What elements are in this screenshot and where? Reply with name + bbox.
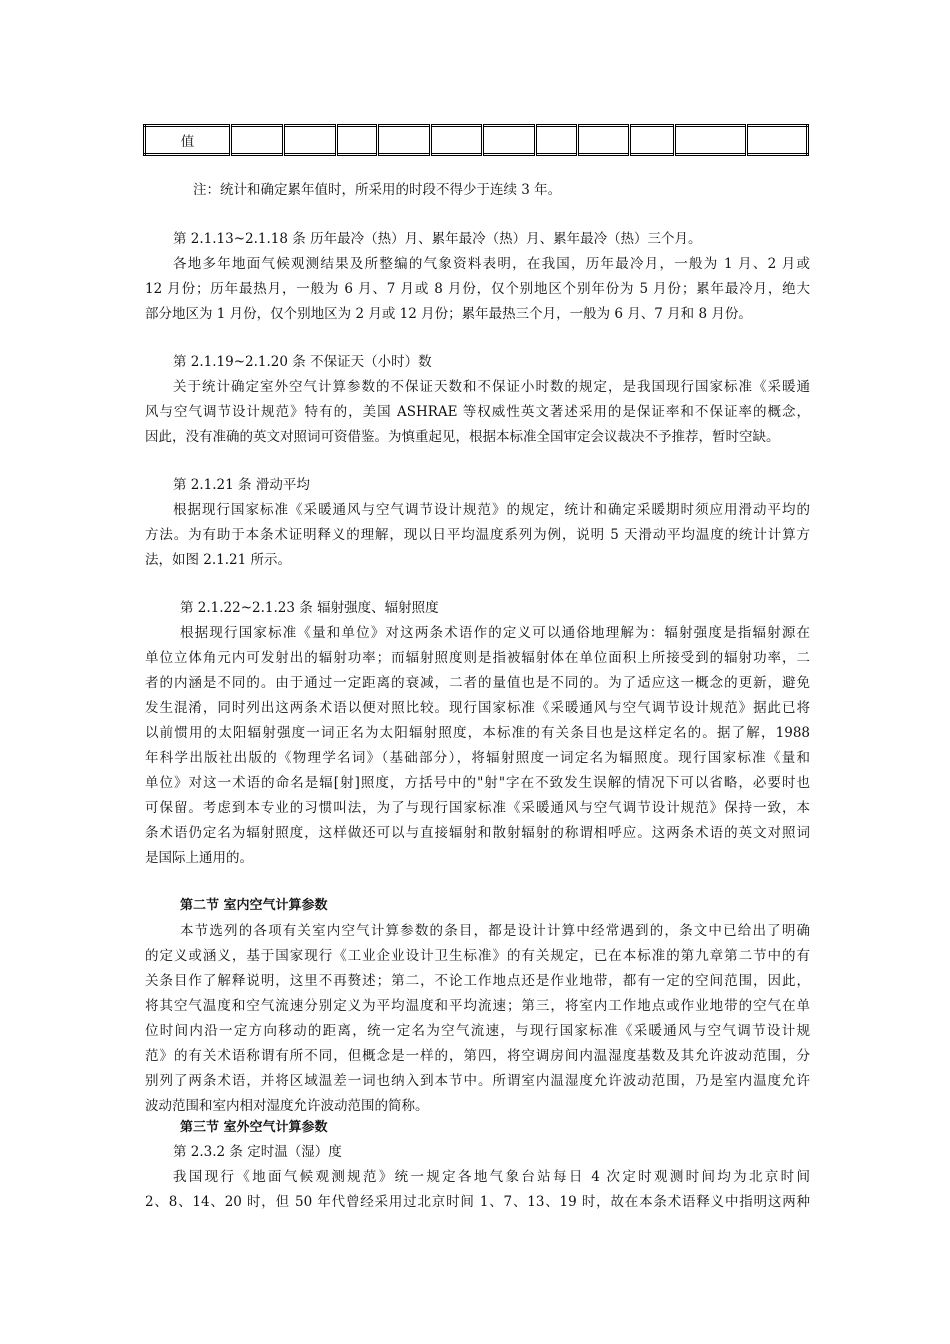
- text-line: 单位》对这一术语的命名是辐[射]照度，方括号中的"射"字在不致发生误解的情况下可以省略，必要时也: [145, 775, 810, 791]
- text-line: 是国际上通用的。: [145, 850, 253, 866]
- text-line: 第 2.1.22~2.1.23 条 辐射强度、辐射照度: [180, 600, 439, 616]
- text-line: 法，如图 2.1.21 所示。: [145, 552, 292, 568]
- text-line: 单位立体角元内可发射出的辐射功率；而辐射照度则是指被辐射体在单位面积上所接受到的辐射功率，二: [145, 650, 810, 666]
- section-heading: 第三节 室外空气计算参数: [180, 1120, 328, 1135]
- text-line: 波动范围和室内相对湿度允许波动范围的简称。: [145, 1098, 429, 1114]
- text-line: 的定义或涵义，基于国家现行《工业企业设计卫生标准》的有关规定，已在本标准的第九章第二节中的有: [145, 948, 810, 964]
- table-cell: [675, 126, 747, 155]
- table-cell: [336, 126, 377, 155]
- text-line: 发生混淆，同时列出这两条术语以便对照比较。现行国家标准《采暖通风与空气调节设计规范》据此已将: [145, 700, 810, 716]
- text-line: 条术语仍定名为辐射照度，这样做还可以与直接辐射和散射辐射的称谓相呼应。这两条术语的英文对照词: [145, 825, 810, 841]
- text-line: 风与空气调节设计规范》特有的，美国 ASHRAE 等权威性英文著述采用的是保证率和不保证率的概念，: [145, 404, 810, 420]
- text-line: 12 月份；历年最热月，一般为 6 月、7 月或 8 月份，仅个别地区个别年份为 5 月份；累年最冷月，绝大: [145, 281, 810, 297]
- text-line: 年科学出版社出版的《物理学名词》（基础部分），将辐射照度一词定名为辐照度。现行国家标准《量和: [145, 750, 810, 766]
- text-line: 2、8、14、20 时，但 50 年代曾经采用过北京时间 1、7、13、19 时，故在本条术语释义中指明这两种: [145, 1194, 810, 1210]
- table-cell: [430, 126, 483, 155]
- table-cell: [283, 126, 336, 155]
- table-row: [145, 126, 808, 155]
- text-line: 部分地区为 1 月份，仅个别地区为 2 月或 12 月份；累年最热三个月，一般为 6 月、7 月和 8 月份。: [145, 306, 752, 322]
- text-line: 将其空气温度和空气流速分别定义为平均温度和平均流速；第三，将室内工作地点或作业地带的空气在单: [145, 998, 810, 1014]
- table-row-label: 值: [145, 126, 231, 155]
- text-line: 位时间内沿一定方向移动的距离，统一定名为空气流速，与现行国家标准《采暖通风与空气调节设计规: [145, 1023, 810, 1039]
- text-line: 本节选列的各项有关室内空气计算参数的条目，都是设计计算中经常遇到的，条文中已给出了明确: [180, 923, 810, 939]
- text-line: 注：统计和确定累年值时，所采用的时段不得少于连续 3 年。: [193, 182, 562, 198]
- table-cell: [536, 126, 577, 155]
- text-line: 第 2.3.2 条 定时温（湿）度: [173, 1144, 342, 1160]
- text-line: 关条目作了解释说明，这里不再赘述；第二，不论工作地点还是作业地带，都有一定的空间范围，因此，: [145, 973, 810, 989]
- text-line: 第 2.1.19~2.1.20 条 不保证天（小时）数: [173, 354, 432, 370]
- section-heading: 第二节 室内空气计算参数: [180, 898, 328, 913]
- text-line: 我国现行《地面气候观测规范》统一规定各地气象台站每日 4 次定时观测时间均为北京时间: [173, 1169, 810, 1185]
- text-line: 根据现行国家标准《量和单位》对这两条术语作的定义可以通俗地理解为：辐射强度是指辐射源在: [180, 625, 810, 641]
- text-line: 关于统计确定室外空气计算参数的不保证天数和不保证小时数的规定，是我国现行国家标准《采暖通: [173, 379, 810, 395]
- text-line: 因此，没有准确的英文对照词可资借鉴。为慎重起见，根据本标准全国审定会议裁决不予推荐，暂时空缺。: [145, 429, 780, 445]
- text-line: 各地多年地面气候观测结果及所整编的气象资料表明，在我国，历年最冷月，一般为 1 月、2 月或: [173, 256, 810, 272]
- table-cell: [377, 126, 430, 155]
- text-line: 可保留。考虑到本专业的习惯叫法，为了与现行国家标准《采暖通风与空气调节设计规范》保持一致，本: [145, 800, 810, 816]
- data-table: [143, 124, 809, 156]
- text-line: 第 2.1.21 条 滑动平均: [173, 477, 310, 493]
- text-line: 者的内涵是不同的。由于通过一定距离的衰减，二者的量值也是不同的。为了适应这一概念的更新，避免: [145, 675, 810, 691]
- text-line: 别列了两条术语，并将区域温差一词也纳入到本节中。所谓室内温湿度允许波动范围，乃是室内温度允许: [145, 1073, 810, 1089]
- text-line: 方法。为有助于本条术证明释义的理解，现以日平均温度系列为例，说明 5 天滑动平均温度的统计计算方: [145, 527, 810, 543]
- text-line: 以前惯用的太阳辐射强度一词正名为太阳辐射照度，本标准的有关条目也是这样定名的。据了解，1988: [145, 725, 810, 741]
- table-cell: [577, 126, 630, 155]
- table-cell: [483, 126, 536, 155]
- table-cell: [747, 126, 808, 155]
- text-line: 范》的有关术语称谓有所不同，但概念是一样的，第四，将空调房间内温湿度基数及其允许波动范围，分: [145, 1048, 810, 1064]
- text-line: 第 2.1.13~2.1.18 条 历年最冷（热）月、累年最冷（热）月、累年最冷（热）三个月。: [173, 231, 702, 247]
- text-line: 根据现行国家标准《采暖通风与空气调节设计规范》的规定，统计和确定采暖期时须应用滑动平均的: [173, 502, 810, 518]
- table-cell: [230, 126, 283, 155]
- table-cell: [630, 126, 675, 155]
